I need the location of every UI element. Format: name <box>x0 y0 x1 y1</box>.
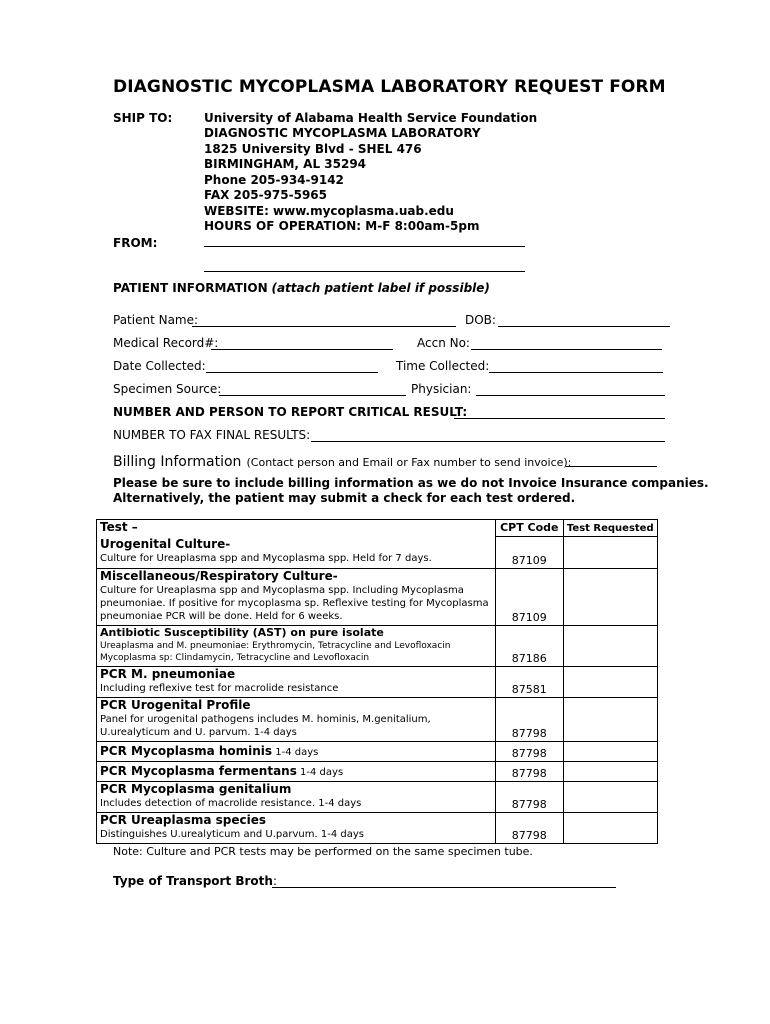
test-desc: Ureaplasma and M. pneumoniae: Erythromycin, Tetracycline and Levofloxacin <box>100 641 451 651</box>
test-cell <box>97 762 496 782</box>
table-row <box>97 813 658 844</box>
time-collected-label: Time Collected: <box>396 359 490 373</box>
billing-info-note: (Contact person and Email or Fax number to send invoice): <box>246 456 572 469</box>
fax-results-field[interactable] <box>311 441 665 442</box>
cpt-code: 87581 <box>496 667 564 698</box>
table-row <box>97 742 658 762</box>
cpt-code: 87798 <box>496 762 564 782</box>
billing-info-field[interactable] <box>566 466 657 467</box>
medical-record-field[interactable] <box>211 349 393 350</box>
billing-warning-2: Alternatively, the patient may submit a check for each test ordered. <box>113 491 576 505</box>
date-collected-label: Date Collected: <box>113 359 206 373</box>
test-desc: Includes detection of macrolide resistance. 1-4 days <box>100 798 362 809</box>
test-cell <box>97 698 496 742</box>
specimen-source-label: Specimen Source: <box>113 382 222 396</box>
test-name: PCR Urogenital Profile <box>100 698 251 712</box>
test-requested-checkbox[interactable] <box>563 813 657 844</box>
cpt-code: 87109 <box>496 569 564 626</box>
test-name: PCR M. pneumoniae <box>100 667 236 681</box>
patient-info-heading <box>113 281 490 295</box>
accn-no-label: Accn No: <box>417 336 470 350</box>
table-row <box>97 569 658 626</box>
header-cpt: CPT Code <box>496 520 564 537</box>
test-requested-checkbox[interactable] <box>563 667 657 698</box>
ship-to-line: University of Alabama Health Service Foundation <box>204 111 538 125</box>
ship-to-line: DIAGNOSTIC MYCOPLASMA LABORATORY <box>204 126 481 140</box>
from-line-2[interactable] <box>204 271 525 272</box>
test-cell <box>97 667 496 698</box>
physician-field[interactable] <box>476 395 665 396</box>
transport-broth-field[interactable] <box>272 887 616 888</box>
test-requested-checkbox[interactable] <box>563 569 657 626</box>
test-requested-checkbox[interactable] <box>563 782 657 813</box>
medical-record-label: Medical Record#: <box>113 336 219 350</box>
table-row <box>97 667 658 698</box>
test-desc: Mycoplasma sp: Clindamycin, Tetracycline and Levofloxacin <box>100 653 370 663</box>
test-duration: 1-4 days <box>275 747 319 758</box>
patient-info-note: (attach patient label if possible) <box>271 281 490 295</box>
header-test: Test – <box>97 520 496 537</box>
billing-warning-1: Please be sure to include billing information as we do not Invoice Insurance companies. <box>113 476 709 490</box>
accn-no-field[interactable] <box>471 349 662 350</box>
test-desc: Panel for urogenital pathogens includes M. hominis, M.genitalium, U.urealyticum and U. parvum. 1-4 days <box>100 714 431 738</box>
test-duration: 1-4 days <box>300 767 344 778</box>
ship-to-line: WEBSITE: www.mycoplasma.uab.edu <box>204 204 454 218</box>
test-desc: Including reflexive test for macrolide resistance <box>100 683 339 694</box>
test-name: PCR Mycoplasma fermentans <box>100 764 297 778</box>
dob-label: DOB: <box>465 313 496 327</box>
test-requested-checkbox[interactable] <box>563 537 657 569</box>
test-cell <box>97 626 496 667</box>
patient-name-field[interactable] <box>192 326 456 327</box>
test-requested-checkbox[interactable] <box>563 626 657 667</box>
test-desc: Culture for Ureaplasma spp and Mycoplasma spp. Including Mycoplasma pneumoniae. If positive for mycoplasma sp. Reflexive testing for Mycoplasma pneumoniae PCR will be done. Held for 6 weeks. <box>100 585 489 622</box>
ship-to-line: FAX 205-975-5965 <box>204 188 327 202</box>
test-requested-checkbox[interactable] <box>563 698 657 742</box>
test-requested-checkbox[interactable] <box>563 742 657 762</box>
tests-table <box>96 519 658 844</box>
ship-to-line: HOURS OF OPERATION: M-F 8:00am-5pm <box>204 219 480 233</box>
cpt-code: 87798 <box>496 813 564 844</box>
cpt-code: 87798 <box>496 742 564 762</box>
test-desc: Culture for Ureaplasma spp and Mycoplasma spp. Held for 7 days. <box>100 552 432 564</box>
header-test-requested: Test Requested <box>563 520 657 537</box>
transport-broth-label: Type of Transport Broth <box>113 874 273 888</box>
table-row <box>97 626 658 667</box>
table-row <box>97 698 658 742</box>
test-name: PCR Mycoplasma genitalium <box>100 782 292 796</box>
table-row <box>97 782 658 813</box>
dob-field[interactable] <box>498 326 670 327</box>
test-cell <box>97 569 496 626</box>
cpt-code: 87798 <box>496 782 564 813</box>
ship-to-line: 1825 University Blvd - SHEL 476 <box>204 142 422 156</box>
time-collected-field[interactable] <box>489 372 663 373</box>
ship-to-label: SHIP TO: <box>113 111 173 125</box>
cpt-code: 87109 <box>496 537 564 569</box>
footer-note: Note: Culture and PCR tests may be performed on the same specimen tube. <box>113 845 533 858</box>
test-name: PCR Mycoplasma hominis <box>100 744 273 758</box>
form-title: DIAGNOSTIC MYCOPLASMA LABORATORY REQUEST FORM <box>113 77 666 97</box>
billing-info <box>113 451 571 470</box>
test-name: Antibiotic Susceptibility (AST) on pure isolate <box>100 626 384 639</box>
table-row <box>97 762 658 782</box>
cpt-code: 87798 <box>496 698 564 742</box>
test-name: PCR Ureaplasma species <box>100 813 267 827</box>
ship-to-line: BIRMINGHAM, AL 35294 <box>204 157 367 171</box>
fax-results-label: NUMBER TO FAX FINAL RESULTS: <box>113 428 311 442</box>
date-collected-field[interactable] <box>206 372 378 373</box>
from-label: FROM: <box>113 236 158 250</box>
from-line-1[interactable] <box>204 246 525 247</box>
table-row <box>97 537 658 569</box>
table-header-row <box>97 520 658 537</box>
critical-result-field[interactable] <box>454 418 665 419</box>
ship-to-line: Phone 205-934-9142 <box>204 173 344 187</box>
test-desc: Distinguishes U.urealyticum and U.parvum. 1-4 days <box>100 829 364 840</box>
critical-result-label: NUMBER AND PERSON TO REPORT CRITICAL RESULT: <box>113 405 468 419</box>
test-requested-checkbox[interactable] <box>563 762 657 782</box>
patient-info-title: PATIENT INFORMATION <box>113 281 268 295</box>
test-name: Miscellaneous/Respiratory Culture- <box>100 569 338 583</box>
test-cell <box>97 782 496 813</box>
physician-label: Physician: <box>411 382 472 396</box>
test-cell <box>97 813 496 844</box>
test-cell <box>97 742 496 762</box>
billing-info-label: Billing Information <box>113 454 242 470</box>
test-cell <box>97 537 496 569</box>
specimen-source-field[interactable] <box>219 395 406 396</box>
transport-broth: Type of Transport Broth: <box>113 874 278 888</box>
patient-name-label: Patient Name: <box>113 313 199 327</box>
cpt-code: 87186 <box>496 626 564 667</box>
test-name: Urogenital Culture- <box>100 536 231 551</box>
